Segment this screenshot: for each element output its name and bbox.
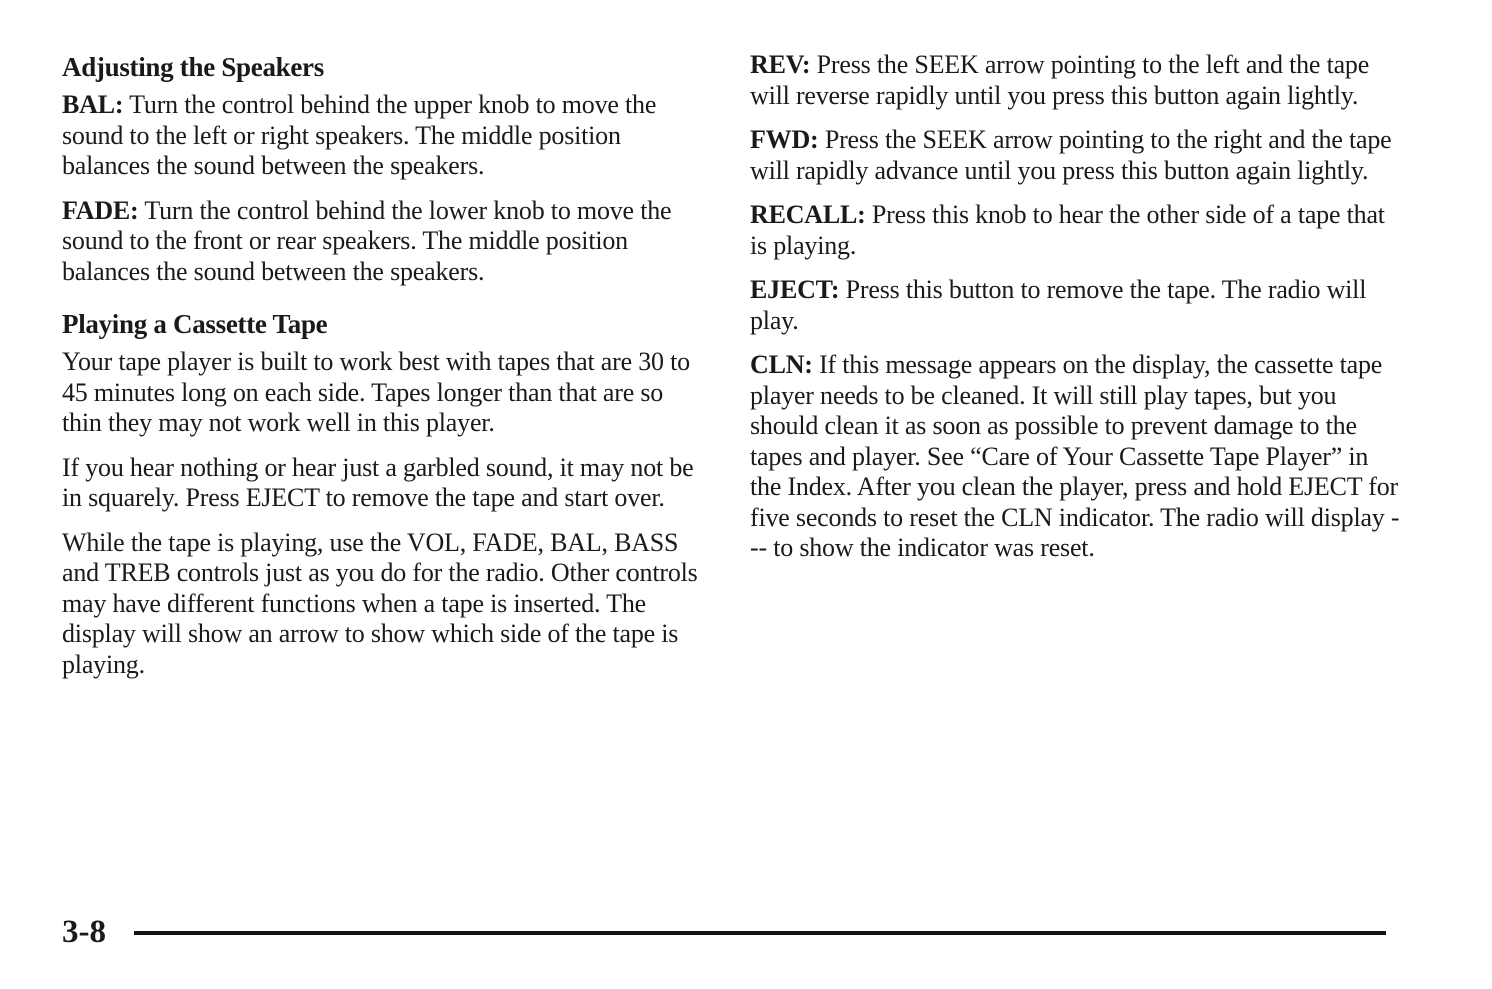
section-heading-adjusting-speakers: Adjusting the Speakers [62, 52, 324, 82]
tape-length-paragraph: Your tape player is built to work best with tapes that are 30 to 45 minutes long on each side. Tapes longer than that are so thin they may not work well in this player. [62, 347, 690, 437]
rev-paragraph [750, 50, 1400, 111]
cln-term: CLN: [750, 350, 813, 379]
bal-term: BAL: [62, 90, 124, 119]
rev-term: REV: [750, 50, 811, 79]
rev-text: Press the SEEK arrow pointing to the left and the tape will reverse rapidly until you press this button again lightly. [750, 50, 1370, 110]
fade-text: Turn the control behind the lower knob to move the sound to the front or rear speakers. The middle position balances the sound between the speakers. [62, 195, 672, 286]
recall-text: Press this knob to hear the other side of a tape that is playing. [750, 200, 1385, 260]
right-column [750, 50, 1400, 578]
cln-paragraph [750, 350, 1400, 564]
recall-paragraph [750, 200, 1400, 261]
page-number: 3-8 [62, 914, 106, 950]
fwd-text: Press the SEEK arrow pointing to the right and the tape will rapidly advance until you press this button again lightly. [750, 125, 1392, 185]
garbled-sound-paragraph: If you hear nothing or hear just a garbled sound, it may not be in squarely. Press EJECT to remove the tape and start over. [62, 452, 694, 512]
controls-paragraph: While the tape is playing, use the VOL, FADE, BAL, BASS and TREB controls just as you do for the radio. Other controls may have different functions when a tape is inserted. The display will show an arrow to show which side of the tape is playing. [62, 527, 698, 679]
fwd-paragraph [750, 125, 1400, 186]
left-column [62, 50, 702, 694]
fade-term: FADE: [62, 195, 139, 225]
bal-paragraph [62, 90, 702, 182]
eject-paragraph [750, 275, 1400, 336]
eject-text: Press this button to remove the tape. The radio will play. [750, 275, 1367, 335]
recall-term: RECALL: [750, 200, 866, 229]
eject-term: EJECT: [750, 275, 840, 304]
page-footer [62, 912, 1386, 952]
fade-paragraph [62, 196, 702, 288]
section-heading-playing-cassette: Playing a Cassette Tape [62, 309, 328, 339]
fwd-term: FWD: [750, 125, 819, 154]
cln-text: If this message appears on the display, the cassette tape player needs to be cleaned. It will still play tapes, but you should clean it as soon as possible to prevent damage to the tapes and player. See “Care of Your Cassette Tape Player” in the Index. After you clean the player, press and hold EJECT for five seconds to reset the CLN indicator. The radio will display --- to show the indicator was reset. [750, 350, 1400, 562]
footer-rule [134, 931, 1386, 935]
bal-text: Turn the control behind the upper knob to move the sound to the left or right speakers. The middle position balances the sound between the speakers. [62, 90, 657, 180]
